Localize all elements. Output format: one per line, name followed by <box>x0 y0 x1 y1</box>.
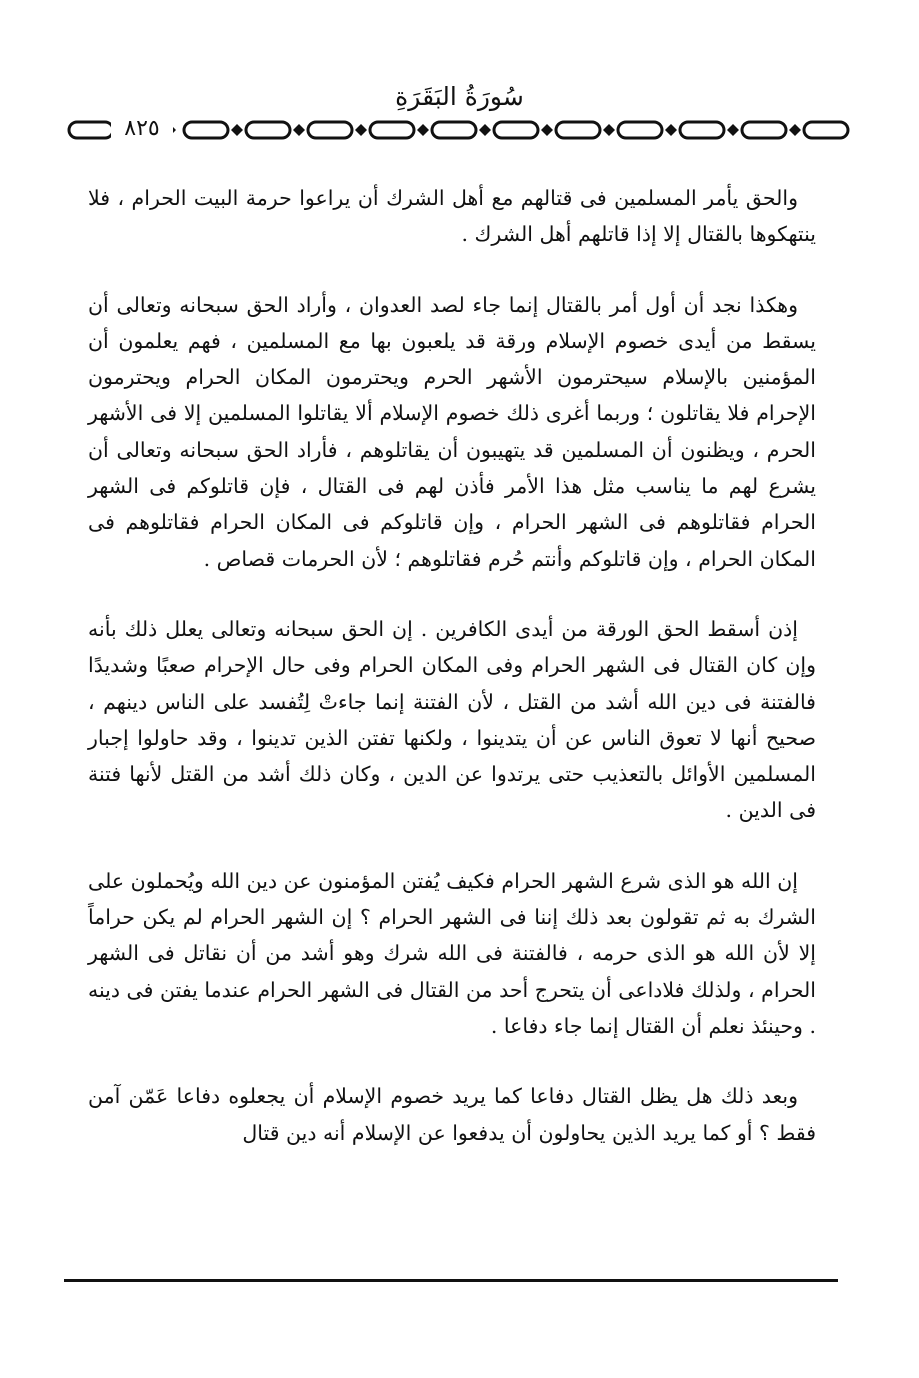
surah-title: سُورَةُ البَقَرَةِ <box>395 82 524 111</box>
header-ornament-border <box>66 114 852 146</box>
paragraph: إن الله هو الذى شرع الشهر الحرام فكيف يُفتن المؤمنون عن دين الله ويُحملون على الشرك به ثم تقولون بعد ذلك إننا فى الشهر الحرام ؟ إن الشهر الحرام لم يكن حراماً إلا لأن الله هو الذى حرمه ، فالفتنة فى الله شرك وهو أشد من أن نقاتل فى الشهر الحرام ، ولذلك فلاداعى أن يتحرج أحد من القتال فى الشهر الحرام عندما يفتن فى دينه . وحينئذ نعلم أن القتال إنما جاء دفاعا . <box>88 868 816 1038</box>
paragraph: إذن أسقط الحق الورقة من أيدى الكافرين . إن الحق سبحانه وتعالى يعلل ذلك بأنه وإن كان القتال فى الشهر الحرام وفى المكان الحرام وفى حال الإحرام صعبًا وشديدًا فالفتنة فى دين الله أشد من القتل ، لأن الفتنة إنما جاءتْ لِتُفسد على الناس دينهم ، صحيح أنها لا تعوق الناس عن أن يتدينوا ، ولكنها تفتن الذين تدينوا ، وقد حاولوا إجبار المسلمين الأوائل بالتعذيب حتى يرتدوا عن الدين ، وكان ذلك أشد من القتل لأنها فتنة فى الدين . <box>88 616 816 823</box>
paragraph: وهكذا نجد أن أول أمر بالقتال إنما جاء لصد العدوان ، وأراد الحق سبحانه وتعالى أن يسقط من أيدى خصوم الإسلام ورقة قد يلعبون بها مع المسلمين ، فهم يعلمون أن المؤمنين بالإسلام سيحترمون الأشهر الحرم ويحترمون المكان الحرام ويحترمون الإحرام فلا يقاتلون ؛ وربما أغرى ذلك خصوم الإسلام ألا يقاتلوا المسلمين إلا فى الأشهر الحرم ، ويظنون أن المسلمين قد يتهيبون أن يقاتلوهم ، فأراد الحق سبحانه وتعالى أن يشرع لهم ما يناسب مثل هذا الأمر فأذن لهم فى القتال ، فإن قاتلوكم فى الشهر الحرام فقاتلوهم فى الشهر الحرام ، وإن قاتلوكم فى المكان الحرام فقاتلوهم فى المكان الحرام ، وإن قاتلوكم وأنتم حُرم فقاتلوهم ؛ لأن الحرمات قصاص . <box>88 292 816 571</box>
footer-divider <box>64 1279 838 1282</box>
page-body <box>88 180 816 1185</box>
page-number: ٨٢٥ <box>111 116 173 142</box>
paragraph: والحق يأمر المسلمين فى قتالهم مع أهل الشرك أن يراعوا حرمة البيت الحرام ، فلا ينتهكوها بالقتال إلا إذا قاتلهم أهل الشرك . <box>88 186 816 247</box>
paragraph: وبعد ذلك هل يظل القتال دفاعا كما يريد خصوم الإسلام أن يجعلوه دفاعا عَمّن آمن فقط ؟ أو كما يريد الذين يحاولون أن يدفعوا عن الإسلام أنه دين قتال <box>88 1084 816 1145</box>
